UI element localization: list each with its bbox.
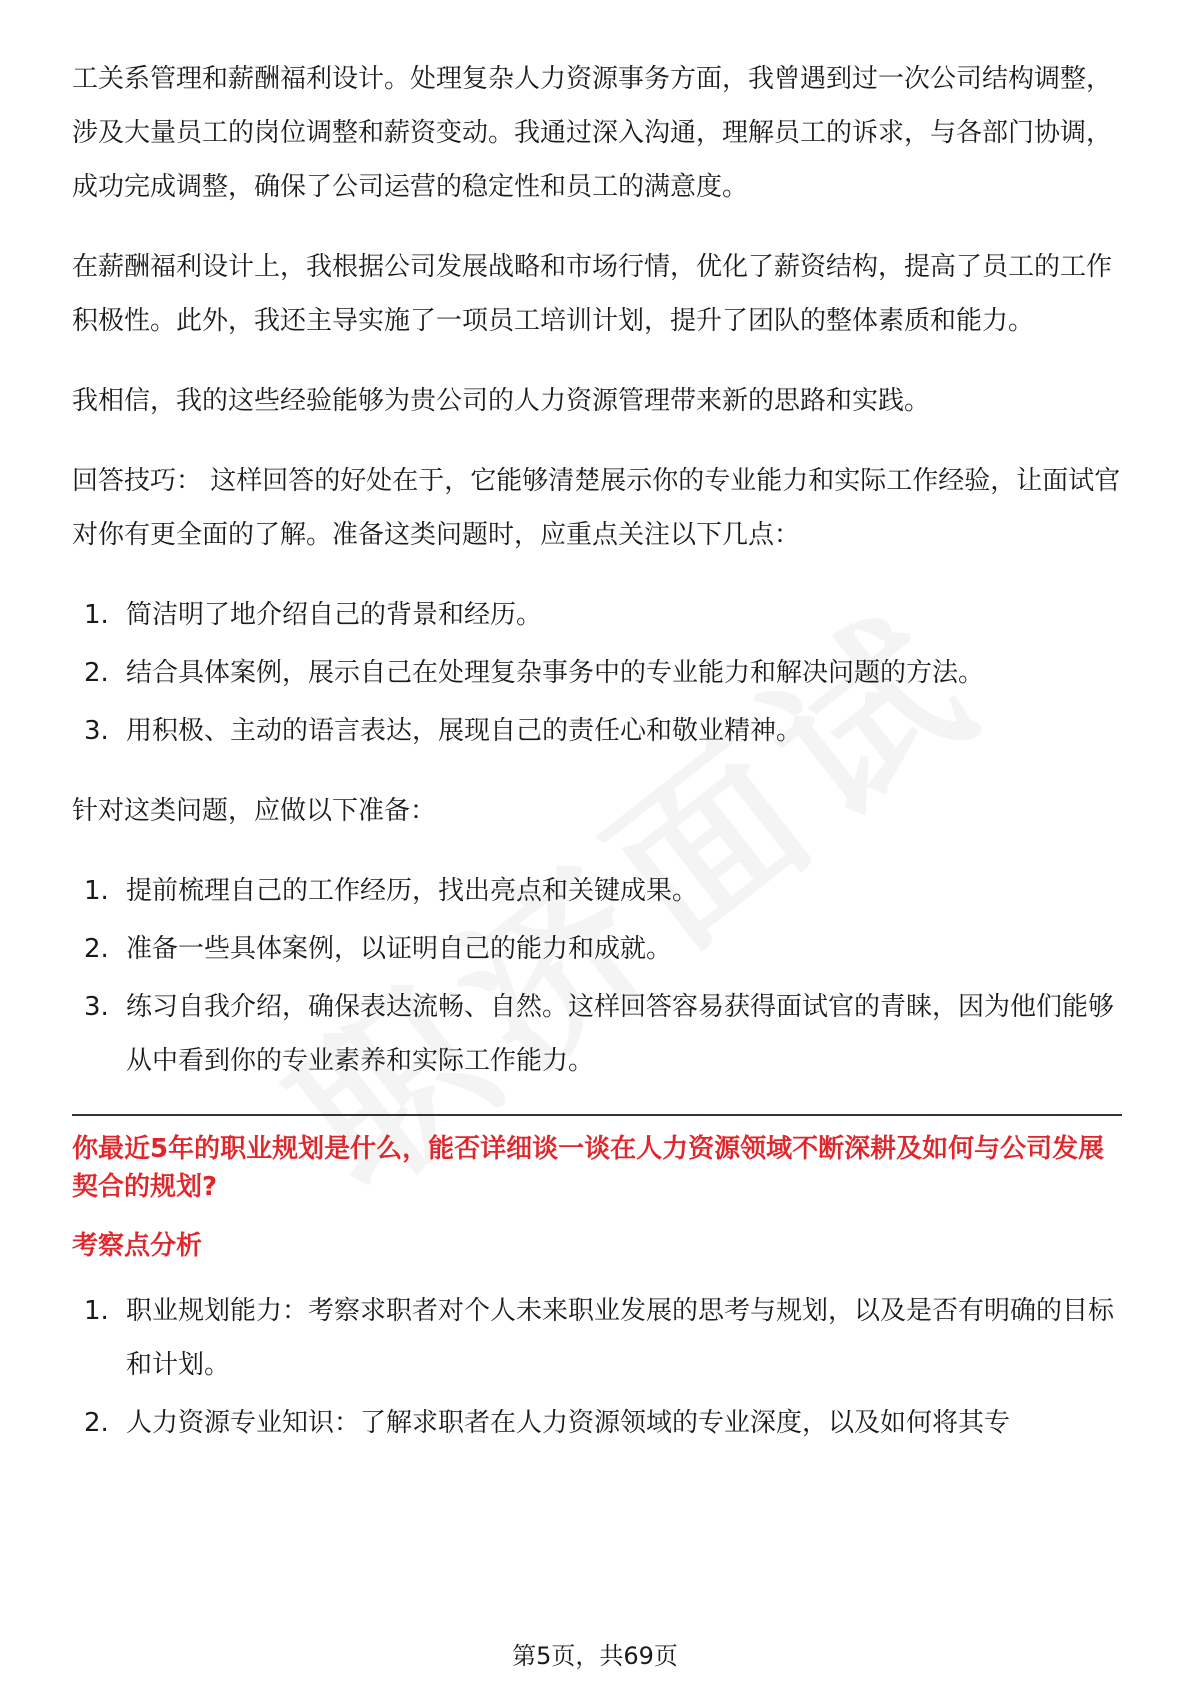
list-item: 2. 人力资源专业知识：了解求职者在人力资源领域的专业深度，以及如何将其专 <box>84 1408 1011 1438</box>
prep-list <box>72 864 1122 1088</box>
paragraph-3: 我相信，我的这些经验能够为贵公司的人力资源管理带来新的思路和实践。 <box>72 386 931 416</box>
paragraph-1: 工关系管理和薪酬福利设计。处理复杂人力资源事务方面，我曾遇到过一次公司结构调整，涉及大量员工的岗位调整和薪资变动。我通过深入沟通，理解员工的诉求，与各部门协调，成功完成调整，确保了公司运营的稳定性和员工的满意度。 <box>72 64 1113 202</box>
section-divider <box>72 1114 1122 1116</box>
list-item: 2. 准备一些具体案例，以证明自己的能力和成就。 <box>84 934 673 964</box>
list-item: 2. 结合具体案例，展示自己在处理复杂事务中的专业能力和解决问题的方法。 <box>84 658 985 688</box>
list-item: 3. 练习自我介绍，确保表达流畅、自然。这样回答容易获得面试官的青睐，因为他们能够从中看到你的专业素养和实际工作能力。 <box>84 992 1115 1076</box>
list-item: 1. 简洁明了地介绍自己的背景和经历。 <box>84 600 543 630</box>
question-heading: 你最近5年的职业规划是什么，能否详细谈一谈在人力资源领域不断深耕及如何与公司发展契合的规划? <box>72 1134 1105 1202</box>
page-footer: 第5页，共69页 <box>512 1642 678 1670</box>
analysis-heading: 考察点分析 <box>72 1231 203 1261</box>
prep-intro: 针对这类问题，应做以下准备： <box>72 796 437 826</box>
answer-tips-paragraph: 回答技巧： 这样回答的好处在于，它能够清楚展示你的专业能力和实际工作经验，让面试官对你有更全面的了解。准备这类问题时，应重点关注以下几点： <box>72 466 1121 550</box>
list-item: 1. 提前梳理自己的工作经历，找出亮点和关键成果。 <box>84 876 699 906</box>
analysis-list <box>72 1284 1122 1450</box>
list-item: 3. 用积极、主动的语言表达，展现自己的责任心和敬业精神。 <box>84 716 803 746</box>
paragraph-2: 在薪酬福利设计上，我根据公司发展战略和市场行情，优化了薪资结构，提高了员工的工作积极性。此外，我还主导实施了一项员工培训计划，提升了团队的整体素质和能力。 <box>72 252 1113 336</box>
tips-list <box>72 588 1122 758</box>
document-page <box>72 52 1122 1476</box>
list-item: 1. 职业规划能力：考察求职者对个人未来职业发展的思考与规划，以及是否有明确的目标和计划。 <box>84 1296 1115 1380</box>
